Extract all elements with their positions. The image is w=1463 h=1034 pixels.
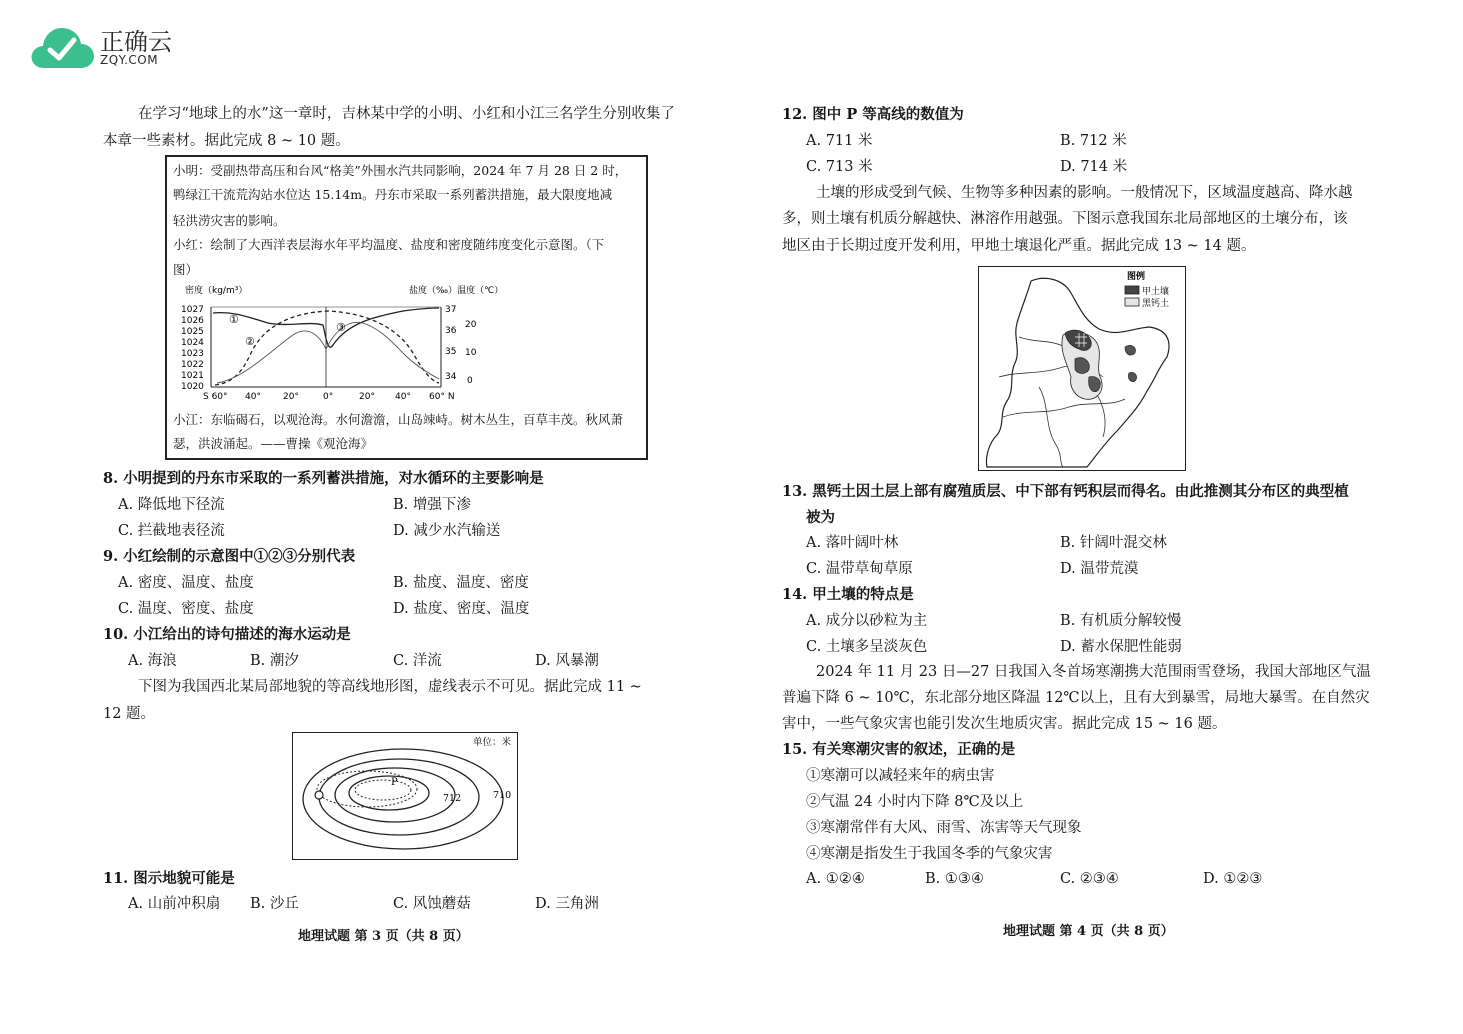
contour-hidden-1 xyxy=(317,771,417,807)
temperature-tick: 10 xyxy=(465,348,477,358)
q12-option-d[interactable]: D. 714 米 xyxy=(1060,159,1128,175)
temperature-tick: 0 xyxy=(467,376,473,386)
intro-line-1: 在学习“地球上的水”这一章时，吉林某中学的小明、小红和小江三名学生分别收集了 xyxy=(138,106,675,122)
legend-soil-a: 甲土壤 xyxy=(1142,287,1170,297)
logo xyxy=(28,22,178,74)
intro4-line-3: 害中，一些气象灾害也能引发次生地质灾害。据此完成 15 ~ 16 题。 xyxy=(782,716,1227,732)
contour-map xyxy=(292,732,518,860)
q13-option-d[interactable]: D. 温带荒漠 xyxy=(1060,561,1139,577)
q13-stem-2: 被为 xyxy=(806,509,835,526)
atlantic-profile-chart xyxy=(173,283,643,401)
chart-right-title: 盐度（‰）温度（℃） xyxy=(409,286,504,296)
x-tick: 40° xyxy=(245,392,261,401)
salinity-tick: 35 xyxy=(445,347,457,357)
q9-option-b[interactable]: B. 盐度、温度、密度 xyxy=(393,575,529,591)
material-box xyxy=(165,155,648,460)
q11-option-c[interactable]: C. 风蚀蘑菇 xyxy=(393,896,471,912)
q14-option-b[interactable]: B. 有机质分解较慢 xyxy=(1060,613,1182,629)
soil-a-patch xyxy=(1125,345,1135,355)
q11-option-a[interactable]: A. 山前冲积扇 xyxy=(128,896,221,912)
contour-hidden-2 xyxy=(355,780,411,800)
q10-stem: 10. 小江给出的诗句描述的海水运动是 xyxy=(103,626,351,643)
q8-option-a[interactable]: A. 降低地下径流 xyxy=(118,497,225,513)
q8-stem: 8. 小明提到的丹东市采取的一系列蓄洪措施，对水循环的主要影响是 xyxy=(103,470,544,487)
q15-option-d[interactable]: D. ①②③ xyxy=(1203,871,1263,887)
q9-stem: 9. 小红绘制的示意图中①②③分别代表 xyxy=(103,548,356,565)
contour-outer xyxy=(303,749,503,849)
q11-stem: 11. 图示地貌可能是 xyxy=(103,870,235,887)
x-tick: S 60° xyxy=(203,392,228,401)
salinity-tick: 36 xyxy=(445,326,457,336)
mark-1: ① xyxy=(229,313,239,326)
q8-option-d[interactable]: D. 减少水汽输送 xyxy=(393,523,501,539)
q15-option-a[interactable]: A. ①②④ xyxy=(806,871,865,887)
q12-option-c[interactable]: C. 713 米 xyxy=(806,159,873,175)
q14-stem: 14. 甲土壤的特点是 xyxy=(782,586,914,603)
q8-option-c[interactable]: C. 拦截地表径流 xyxy=(118,523,225,539)
density-tick: 1020 xyxy=(181,382,204,392)
contour-unit: 单位：米 xyxy=(473,737,512,748)
q9-option-c[interactable]: C. 温度、密度、盐度 xyxy=(118,601,254,617)
q15-option-c[interactable]: C. ②③④ xyxy=(1060,871,1119,887)
q15-stem: 15. 有关寒潮灾害的叙述，正确的是 xyxy=(782,741,1016,758)
q13-option-b[interactable]: B. 针阔叶混交林 xyxy=(1060,535,1167,551)
salinity-tick: 37 xyxy=(445,305,457,315)
q13-stem-1: 13. 黑钙土因土层上部有腐殖质层、中下部有钙积层而得名。由此推测其分布区的典型植 xyxy=(782,483,1349,500)
contour-point xyxy=(315,791,323,799)
q14-option-c[interactable]: C. 土壤多呈淡灰色 xyxy=(806,639,928,655)
x-tick: 20° xyxy=(283,392,299,401)
box-line-1: 小明：受副热带高压和台风“格美”外围水汽共同影响，2024 年 7 月 28 日 2 时， xyxy=(173,163,628,178)
contour-inner xyxy=(349,776,429,810)
q9-option-a[interactable]: A. 密度、温度、盐度 xyxy=(118,575,254,591)
q15-statement-2: ②气温 24 小时内下降 8℃及以上 xyxy=(806,794,1024,810)
x-tick: 20° xyxy=(359,392,375,401)
q10-option-b[interactable]: B. 潮汐 xyxy=(250,653,299,669)
density-tick: 1025 xyxy=(181,327,204,337)
right-page-footer: 地理试题 第 4 页（共 8 页） xyxy=(1003,924,1174,939)
q12-option-b[interactable]: B. 712 米 xyxy=(1060,133,1127,149)
q8-option-b[interactable]: B. 增强下渗 xyxy=(393,497,471,513)
soil-map xyxy=(978,266,1186,471)
left-page-footer: 地理试题 第 3 页（共 8 页） xyxy=(298,929,469,944)
x-tick: 40° xyxy=(395,392,411,401)
temperature-tick: 20 xyxy=(465,320,477,330)
intro-line-2: 本章一些素材。据此完成 8 ~ 10 题。 xyxy=(103,133,350,149)
cloud-check-icon xyxy=(28,24,96,70)
poem-line-2: 瑟，洪波涌起。——曹操《观沧海》 xyxy=(173,436,374,451)
box-line-4: 小红：绘制了大西洋表层海水年平均温度、盐度和密度随纬度变化示意图。（下 xyxy=(173,237,605,252)
intro2-line-1: 下图为我国西北某局部地貌的等高线地形图，虚线表示不可见。据此完成 11 ~ xyxy=(138,679,642,695)
box-line-5: 图） xyxy=(173,262,199,277)
density-tick: 1022 xyxy=(181,360,204,370)
density-tick: 1023 xyxy=(181,349,204,359)
density-tick: 1027 xyxy=(181,305,204,315)
chart-left-title: 密度（kg/m³） xyxy=(185,286,248,296)
q10-option-a[interactable]: A. 海浪 xyxy=(128,653,177,669)
q14-option-a[interactable]: A. 成分以砂粒为主 xyxy=(806,613,928,629)
q15-statement-1: ①寒潮可以减轻来年的病虫害 xyxy=(806,768,995,784)
intro3-line-3: 地区由于长期过度开发利用，甲地土壤退化严重。据此完成 13 ~ 14 题。 xyxy=(782,238,1256,254)
q13-option-c[interactable]: C. 温带草甸草原 xyxy=(806,561,913,577)
q11-option-d[interactable]: D. 三角洲 xyxy=(535,896,599,912)
density-tick: 1026 xyxy=(181,316,204,326)
q9-option-d[interactable]: D. 盐度、密度、温度 xyxy=(393,601,530,617)
density-tick: 1024 xyxy=(181,338,204,348)
box-line-3: 轻洪涝灾害的影响。 xyxy=(173,213,286,228)
q14-option-d[interactable]: D. 蓄水保肥性能弱 xyxy=(1060,639,1182,655)
x-tick: 60° N xyxy=(429,392,455,401)
box-line-2: 鸭绿江干流荒沟站水位达 15.14m。丹东市采取一系列蓄洪措施，最大限度地减 xyxy=(173,187,613,202)
mark-2: ② xyxy=(245,335,255,348)
poem-line-1: 小江：东临碣石，以观沧海。水何澹澹，山岛竦峙。树木丛生，百草丰茂。秋风萧 xyxy=(173,412,624,427)
q10-option-c[interactable]: C. 洋流 xyxy=(393,653,442,669)
intro3-line-2: 多，则土壤有机质分解越快、淋溶作用越强。下图示意我国东北局部地区的土壤分布，该 xyxy=(782,211,1348,227)
logo-domain: ZQY.COM xyxy=(100,53,159,67)
q15-statement-3: ③寒潮常伴有大风、雨雪、冻害等天气现象 xyxy=(806,820,1082,836)
intro4-line-1: 2024 年 11 月 23 日—27 日我国入冬首场寒潮携大范围雨雪登场，我国大部地区气温 xyxy=(816,664,1371,680)
q11-option-b[interactable]: B. 沙丘 xyxy=(250,896,299,912)
q10-option-d[interactable]: D. 风暴潮 xyxy=(535,653,599,669)
q15-option-b[interactable]: B. ①③④ xyxy=(925,871,984,887)
logo-name: 正确云 xyxy=(100,28,172,56)
density-tick: 1021 xyxy=(181,371,204,381)
intro2-line-2: 12 题。 xyxy=(103,706,156,722)
label-710: 710 xyxy=(493,790,512,801)
q12-option-a[interactable]: A. 711 米 xyxy=(806,133,873,149)
curve-3 xyxy=(217,322,439,383)
label-p: P xyxy=(391,777,398,788)
x-tick: 0° xyxy=(323,392,334,401)
soil-a-patch xyxy=(1128,373,1136,382)
label-712: 712 xyxy=(443,793,462,804)
legend-chernozem: 黑钙土 xyxy=(1142,299,1170,309)
legend-title: 图例 xyxy=(1127,272,1146,282)
q15-statement-4: ④寒潮是指发生于我国冬季的气象灾害 xyxy=(806,846,1053,862)
intro4-line-2: 普遍下降 6 ~ 10℃，东北部分地区降温 12℃以上，且有大到暴雪，局地大暴雪。在自然灾 xyxy=(782,690,1370,706)
intro3-line-1: 土壤的形成受到气候、生物等多种因素的影响。一般情况下，区域温度越高、降水越 xyxy=(816,185,1353,201)
q12-stem: 12. 图中 P 等高线的数值为 xyxy=(782,106,964,123)
mark-3: ③ xyxy=(336,321,346,334)
soil-a-patch xyxy=(1089,377,1101,392)
q13-option-a[interactable]: A. 落叶阔叶林 xyxy=(806,535,899,551)
salinity-tick: 34 xyxy=(445,372,457,382)
